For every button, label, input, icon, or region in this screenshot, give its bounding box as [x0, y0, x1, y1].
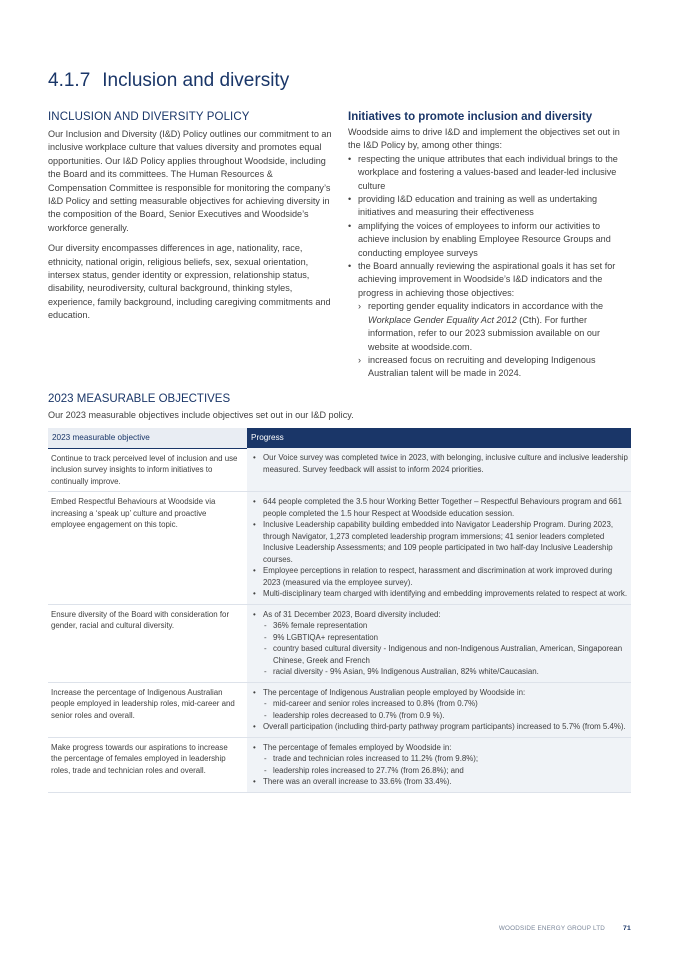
list-item: • amplifying the voices of employees to inform our activities to achieve inclusion by enabling Employee Resource Groups and conducting employee surveys [348, 220, 632, 260]
progress-sub-item: - 9% LGBTIQA+ representation [263, 632, 628, 644]
objectives-heading: 2023 MEASURABLE OBJECTIVES [48, 393, 231, 405]
progress-item: • Employee perceptions in relation to respect, harassment and discrimination at work improved during 2023 (measured via the employee survey). [253, 565, 628, 588]
page-title [48, 70, 289, 92]
objectives-section [48, 393, 631, 793]
objective-cell: Continue to track perceived level of inclusion and use inclusion survey insights to inform initiatives to continually improve. [48, 448, 247, 492]
progress-item-text: The percentage of females employed by Woodside in: [263, 742, 452, 752]
progress-sub-item: - leadership roles decreased to 0.7% (from 0.9 %). [263, 710, 628, 722]
objective-cell: Embed Respectful Behaviours at Woodside via increasing a ‘speak up’ culture and proactive employee engagement on this topic. [48, 492, 247, 605]
progress-item-text: The percentage of Indigenous Australian people employed by Woodside in: [263, 687, 526, 697]
list-item: • respecting the unique attributes that each individual brings to the workplace and fostering a values-based and leader-led inclusive culture [348, 153, 632, 193]
progress-cell [247, 682, 631, 737]
progress-item-text: As of 31 December 2023, Board diversity included: [263, 609, 441, 619]
table-row [48, 682, 631, 737]
sub-item-text: (Cth). For further information, refer to our 2023 submission available on our website at woodside.com. [368, 314, 601, 352]
table-row [48, 448, 631, 492]
progress-item [253, 609, 628, 678]
progress-cell [247, 737, 631, 792]
sub-list-item [358, 300, 632, 354]
initiatives-intro: Woodside aims to drive I&D and implement the objectives set out in the I&D Policy by, among other things: [348, 127, 620, 151]
progress-item: • There was an overall increase to 33.6% (from 33.4%). [253, 776, 628, 788]
progress-item: • Inclusive Leadership capability building embedded into Navigator Leadership Program. During 2023, through Navigator, 1,273 completed leadership program immersions; 41 senior leaders completed Inclusive Leadership Assessments; and 109 people participated in two half-day Inclusive Leadership courses. [253, 519, 628, 565]
table-row [48, 604, 631, 682]
policy-paragraph: Our Inclusion and Diversity (I&D) Policy outlines our commitment to an inclusive workplace culture that values diversity and promotes equal opportunities. Our I&D Policy applies throughout Woodside, including the Board and its committees. The Human Resources & Compensation Committee is responsible for monitoring the company’s I&D Policy and setting measurable objectives for achieving diversity in the composition of the Board, Senior Executives and Woodside’s workforce generally. [48, 129, 332, 233]
progress-item: • Overall participation (including third-party pathway program participants) increased to 5.7% (from 5.4%). [253, 721, 628, 733]
list-item: • providing I&D education and training as well as undertaking initiatives and measuring their effectiveness [348, 193, 632, 220]
policy-section [48, 111, 332, 330]
policy-heading: INCLUSION AND DIVERSITY POLICY [48, 111, 250, 123]
progress-cell [247, 492, 631, 605]
sub-list [358, 300, 632, 380]
table-row [48, 492, 631, 605]
objective-cell: Increase the percentage of Indigenous Australian people employed in leadership roles, mid-career and senior roles and overall. [48, 682, 247, 737]
initiatives-list [348, 153, 632, 381]
progress-sub-item: - mid-career and senior roles increased to 0.8% (from 0.7%) [263, 698, 628, 710]
list-item [348, 260, 632, 381]
section-title: Inclusion and diversity [102, 70, 290, 91]
objective-cell: Ensure diversity of the Board with consideration for gender, racial and cultural diversity. [48, 604, 247, 682]
table-row [48, 737, 631, 792]
progress-cell [247, 448, 631, 492]
objectives-intro: Our 2023 measurable objectives include objectives set out in our I&D policy. [48, 410, 354, 420]
list-item-text: the Board annually reviewing the aspirational goals it has set for achieving improvement in Woodside’s I&D indicators and the progress in achieving those objectives: [358, 261, 616, 298]
page-number: 71 [623, 925, 631, 932]
table-header-row [48, 428, 631, 448]
progress-item: • Multi-disciplinary team charged with identifying and embedding improvements related to respect at work. [253, 588, 628, 600]
page-footer [499, 925, 631, 932]
progress-sub-item: - racial diversity - 9% Asian, 9% Indigenous Australian, 82% white/Caucasian. [263, 666, 628, 678]
col-header-objective: 2023 measurable objective [48, 428, 247, 448]
footer-company: WOODSIDE ENERGY GROUP LTD [498, 925, 606, 932]
col-header-progress: Progress [247, 428, 631, 448]
sub-item-text: reporting gender equality indicators in accordance with the [368, 301, 604, 312]
initiatives-section [348, 111, 632, 381]
progress-cell [247, 604, 631, 682]
progress-sub-item: - leadership roles increased to 27.7% (from 26.8%); and [263, 765, 628, 777]
objectives-table [48, 428, 631, 793]
initiatives-heading: Initiatives to promote inclusion and diversity [348, 111, 593, 123]
progress-sub-item: - 36% female representation [263, 620, 628, 632]
progress-item: • 644 people completed the 3.5 hour Working Better Together – Respectful Behaviours program and 661 people completed the 1.5 hour Respect at Woodside education session. [253, 496, 628, 519]
progress-item: • Our Voice survey was completed twice in 2023, with belonging, inclusive culture and inclusive leadership measured. Survey feedback will assist to inform 2024 priorities. [253, 452, 628, 475]
progress-sub-item: - country based cultural diversity - Indigenous and non-Indigenous Australian, American, Singaporean Chinese, Greek and French [263, 643, 628, 666]
policy-paragraph: Our diversity encompasses differences in age, nationality, race, ethnicity, national origin, religious beliefs, sex, sexual orientation, intersex status, gender identity or expression, relationship status, disability, neurodiversity, cultural background, thinking styles, experience, family background, including caregiving commitments and education. [48, 243, 331, 321]
sub-list-item: › increased focus on recruiting and developing Indigenous Australian talent will be made in 2024. [358, 354, 632, 381]
act-title: Workplace Gender Equality Act 2012 [368, 314, 517, 325]
section-number: 4.1.7 [48, 70, 91, 91]
progress-item [253, 742, 628, 777]
progress-item [253, 687, 628, 722]
objective-cell: Make progress towards our aspirations to increase the percentage of females employed in leadership roles, trade and technician roles and overall. [48, 737, 247, 792]
progress-sub-item: - trade and technician roles increased to 11.2% (from 9.8%); [263, 753, 628, 765]
